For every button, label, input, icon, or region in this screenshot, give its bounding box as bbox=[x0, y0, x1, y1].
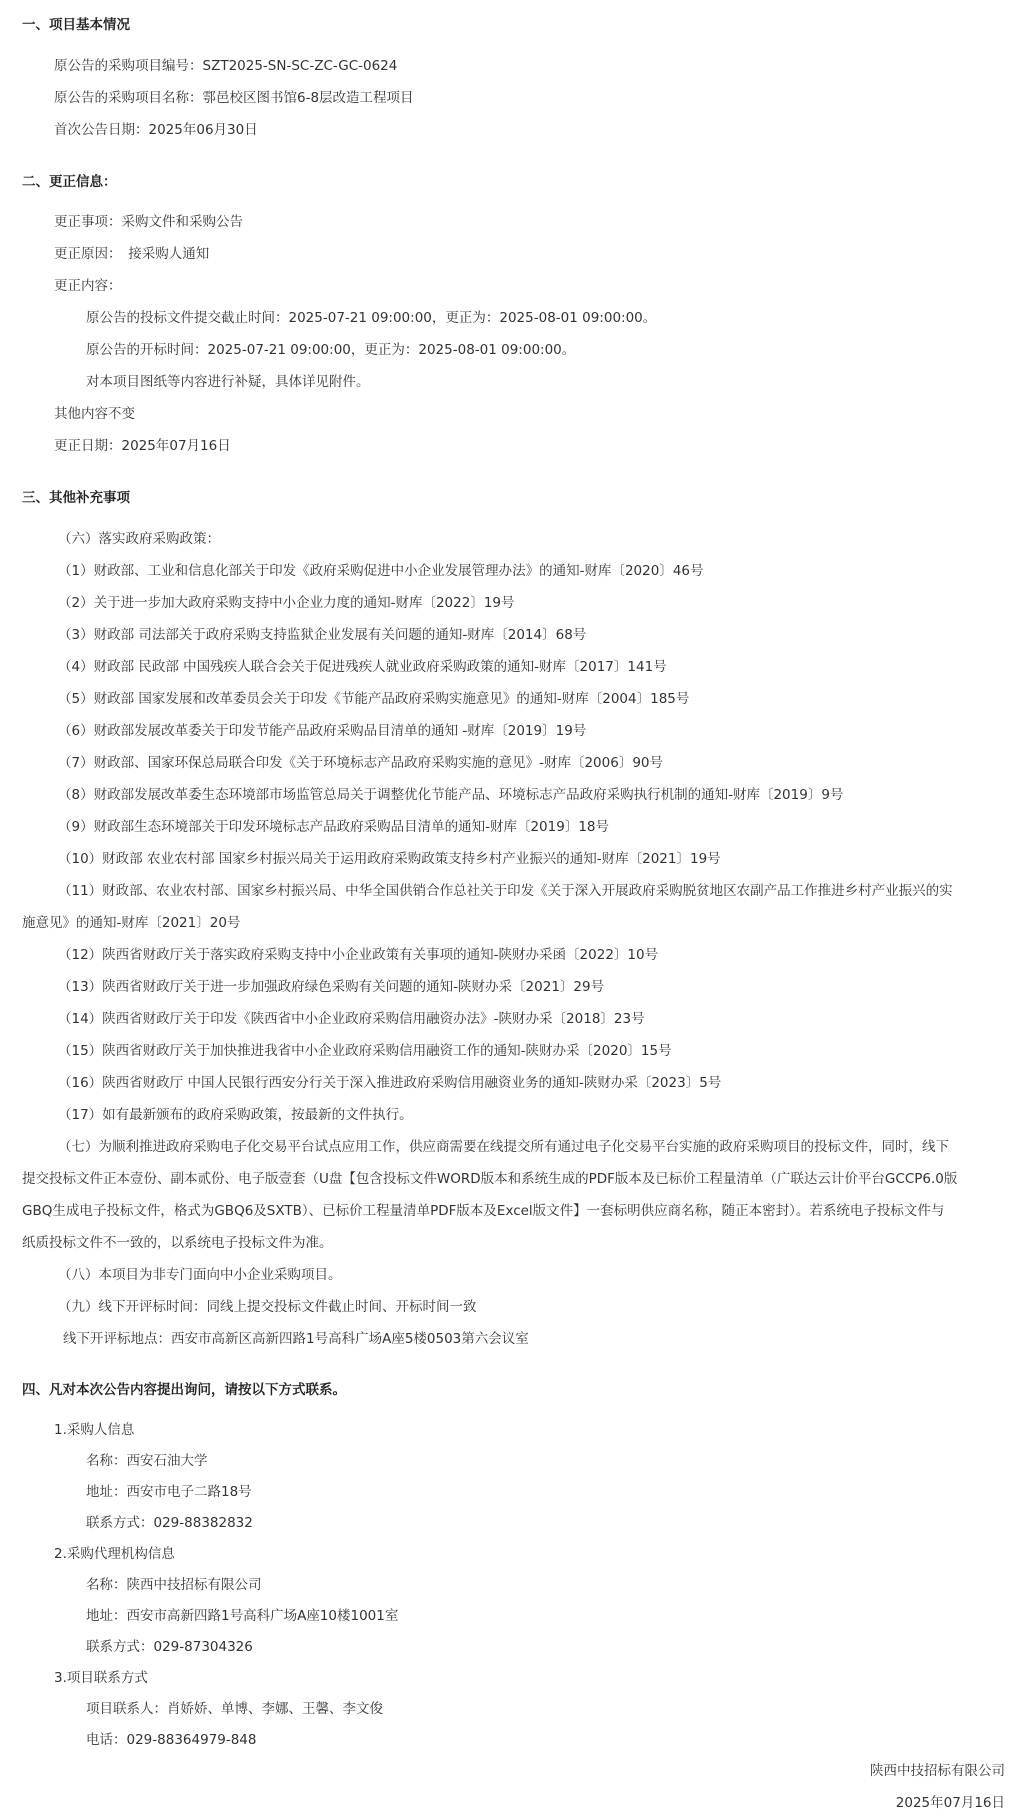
correction-item: 原公告的投标文件提交截止时间：2025-07-21 09:00:00，更正为：2025-08-01 09:00:00。 bbox=[86, 310, 657, 326]
policy-item: （7）财政部、国家环保总局联合印发《关于环境标志产品政府采购实施的意见》-财库〔2006〕90号 bbox=[58, 755, 663, 771]
policy-item: （9）财政部生态环境部关于印发环境标志产品政府采购品目清单的通知-财库〔2019〕18号 bbox=[58, 819, 609, 835]
agency-title: 2.采购代理机构信息 bbox=[54, 1546, 175, 1562]
project-contact-people: 项目联系人：肖娇娇、单博、李娜、王馨、李文俊 bbox=[86, 1701, 383, 1717]
policy-item: （1）财政部、工业和信息化部关于印发《政府采购促进中小企业发展管理办法》的通知-财库〔2020〕46号 bbox=[58, 563, 704, 579]
project-name: 原公告的采购项目名称：鄠邑校区图书馆6-8层改造工程项目 bbox=[54, 90, 414, 106]
section-3-heading: 三、其他补充事项 bbox=[22, 490, 130, 506]
other-unchanged: 其他内容不变 bbox=[54, 406, 135, 422]
policy-item: （17）如有最新颁布的政府采购政策，按最新的文件执行。 bbox=[58, 1107, 413, 1123]
item-7-line: GBQ生成电子投标文件，格式为GBQ6及SXTB）、已标价工程量清单PDF版本及Excel版文件】一套标明供应商名称，随正本密封）。若系统电子投标文件与 bbox=[22, 1203, 945, 1219]
correction-date: 更正日期：2025年07月16日 bbox=[54, 438, 231, 454]
policy-item: （2）关于进一步加大政府采购支持中小企业力度的通知-财库〔2022〕19号 bbox=[58, 595, 515, 611]
item-7-line: 提交投标文件正本壹份、副本贰份、电子版壹套（U盘【包含投标文件WORD版本和系统生成的PDF版本及已标价工程量清单（广联达云计价平台GCCP6.0版 bbox=[22, 1171, 958, 1187]
policy-item: （10）财政部 农业农村部 国家乡村振兴局关于运用政府采购政策支持乡村产业振兴的通知-财库〔2021〕19号 bbox=[58, 851, 721, 867]
agency-address: 地址：西安市高新四路1号高科广场A座10楼1001室 bbox=[86, 1608, 399, 1624]
policy-item: （12）陕西省财政厅关于落实政府采购支持中小企业政策有关事项的通知-陕财办采函〔2022〕10号 bbox=[58, 947, 659, 963]
policy-item: （14）陕西省财政厅关于印发《陕西省中小企业政府采购信用融资办法》-陕财办采〔2018〕23号 bbox=[58, 1011, 645, 1027]
agency-name: 名称：陕西中技招标有限公司 bbox=[86, 1577, 262, 1593]
purchaser-title: 1.采购人信息 bbox=[54, 1422, 135, 1438]
item-7-line: 纸质投标文件不一致的，以系统电子投标文件为准。 bbox=[22, 1235, 333, 1251]
purchaser-name: 名称：西安石油大学 bbox=[86, 1453, 208, 1469]
project-contact-title: 3.项目联系方式 bbox=[54, 1670, 148, 1686]
footer-company: 陕西中技招标有限公司 bbox=[870, 1763, 1005, 1779]
footer-date: 2025年07月16日 bbox=[895, 1795, 1005, 1811]
section-2-heading: 二、更正信息： bbox=[22, 174, 117, 190]
correction-item: 原公告的开标时间：2025-07-21 09:00:00，更正为：2025-08-01 09:00:00。 bbox=[86, 342, 576, 358]
item-9-location: 线下开评标地点：西安市高新区高新四路1号高科广场A座5楼0503第六会议室 bbox=[63, 1331, 529, 1347]
item-8: （八）本项目为非专门面向中小企业采购项目。 bbox=[58, 1267, 342, 1283]
project-contact-phone: 电话：029-88364979-848 bbox=[86, 1732, 257, 1748]
section-4-heading: 四、凡对本次公告内容提出询问，请按以下方式联系。 bbox=[22, 1382, 346, 1398]
correction-item: 对本项目图纸等内容进行补疑，具体详见附件。 bbox=[86, 374, 370, 390]
project-number: 原公告的采购项目编号：SZT2025-SN-SC-ZC-GC-0624 bbox=[54, 58, 398, 74]
policy-item: （15）陕西省财政厅关于加快推进我省中小企业政府采购信用融资工作的通知-陕财办采〔2020〕15号 bbox=[58, 1043, 672, 1059]
agency-contact: 联系方式：029-87304326 bbox=[86, 1639, 253, 1655]
policy-item: （5）财政部 国家发展和改革委员会关于印发《节能产品政府采购实施意见》的通知-财库〔2004〕185号 bbox=[58, 691, 690, 707]
policy-title: （六）落实政府采购政策： bbox=[58, 531, 220, 547]
policy-item: （8）财政部发展改革委生态环境部市场监管总局关于调整优化节能产品、环境标志产品政府采购执行机制的通知-财库〔2019〕9号 bbox=[58, 787, 844, 803]
section-1-heading: 一、项目基本情况 bbox=[22, 17, 130, 33]
policy-item: （3）财政部 司法部关于政府采购支持监狱企业发展有关问题的通知-财库〔2014〕68号 bbox=[58, 627, 587, 643]
first-announcement-date: 首次公告日期：2025年06月30日 bbox=[54, 122, 258, 138]
policy-item: （6）财政部发展改革委关于印发节能产品政府采购品目清单的通知 -财库〔2019〕19号 bbox=[58, 723, 587, 739]
policy-item-continued: 施意见》的通知-财库〔2021〕20号 bbox=[22, 915, 241, 931]
policy-item: （13）陕西省财政厅关于进一步加强政府绿色采购有关问题的通知-陕财办采〔2021〕29号 bbox=[58, 979, 605, 995]
correction-matter: 更正事项：采购文件和采购公告 bbox=[54, 214, 243, 230]
item-9: （九）线下开评标时间：同线上提交投标文件截止时间、开标时间一致 bbox=[58, 1299, 477, 1315]
policy-item: （4）财政部 民政部 中国残疾人联合会关于促进残疾人就业政府采购政策的通知-财库〔2017〕141号 bbox=[58, 659, 667, 675]
item-7-line: （七）为顺利推进政府采购电子化交易平台试点应用工作，供应商需要在线提交所有通过电子化交易平台实施的政府采购项目的投标文件，同时，线下 bbox=[58, 1139, 949, 1155]
correction-content-label: 更正内容： bbox=[54, 278, 122, 294]
policy-item: （11）财政部、农业农村部、国家乡村振兴局、中华全国供销合作总社关于印发《关于深入开展政府采购脱贫地区农副产品工作推进乡村产业振兴的实 bbox=[58, 883, 953, 899]
policy-item: （16）陕西省财政厅 中国人民银行西安分行关于深入推进政府采购信用融资业务的通知-陕财办采〔2023〕5号 bbox=[58, 1075, 722, 1091]
purchaser-address: 地址：西安市电子二路18号 bbox=[86, 1484, 252, 1500]
correction-reason: 更正原因： 接采购人通知 bbox=[54, 246, 210, 262]
purchaser-contact: 联系方式：029-88382832 bbox=[86, 1515, 253, 1531]
